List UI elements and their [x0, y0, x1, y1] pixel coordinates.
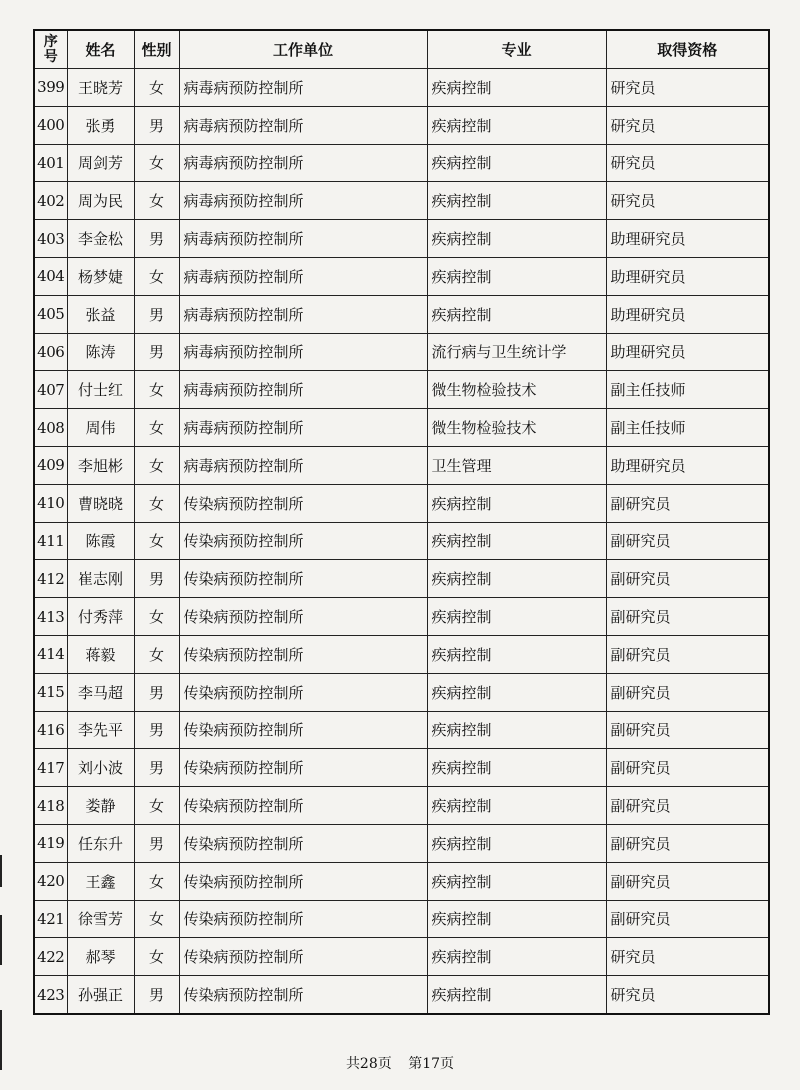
- row-unit: 传染病预防控制所: [179, 711, 427, 749]
- row-index: 403: [34, 220, 67, 258]
- row-major: 疾病控制: [427, 69, 606, 107]
- row-gender: 男: [134, 711, 179, 749]
- row-gender: 女: [134, 900, 179, 938]
- current-page: 第17页: [408, 1056, 455, 1072]
- row-name: 张勇: [67, 106, 134, 144]
- row-index: 414: [34, 635, 67, 673]
- row-unit: 病毒病预防控制所: [179, 220, 427, 258]
- row-index: 421: [34, 900, 67, 938]
- row-gender: 女: [134, 635, 179, 673]
- row-qualification: 助理研究员: [606, 257, 769, 295]
- row-major: 疾病控制: [427, 257, 606, 295]
- row-name: 杨梦婕: [67, 257, 134, 295]
- row-major: 疾病控制: [427, 862, 606, 900]
- header-index-line1: 序: [43, 33, 58, 50]
- scan-edge-mark: [0, 915, 2, 965]
- table-row: [34, 333, 769, 371]
- row-qualification: 助理研究员: [606, 220, 769, 258]
- row-major: 疾病控制: [427, 560, 606, 598]
- row-major: 疾病控制: [427, 106, 606, 144]
- row-index: 423: [34, 976, 67, 1014]
- row-name: 陈涛: [67, 333, 134, 371]
- row-unit: 病毒病预防控制所: [179, 182, 427, 220]
- row-unit: 病毒病预防控制所: [179, 69, 427, 107]
- row-index: 400: [34, 106, 67, 144]
- row-unit: 传染病预防控制所: [179, 938, 427, 976]
- row-qualification: 副研究员: [606, 824, 769, 862]
- row-gender: 女: [134, 144, 179, 182]
- row-unit: 病毒病预防控制所: [179, 106, 427, 144]
- row-major: 疾病控制: [427, 522, 606, 560]
- row-name: 付秀萍: [67, 598, 134, 636]
- row-qualification: 研究员: [606, 69, 769, 107]
- row-unit: 病毒病预防控制所: [179, 371, 427, 409]
- row-name: 李金松: [67, 220, 134, 258]
- row-unit: 病毒病预防控制所: [179, 144, 427, 182]
- row-qualification: 副研究员: [606, 635, 769, 673]
- header-index: [34, 30, 67, 69]
- row-qualification: 副研究员: [606, 900, 769, 938]
- row-unit: 传染病预防控制所: [179, 560, 427, 598]
- row-gender: 女: [134, 862, 179, 900]
- row-index: 417: [34, 749, 67, 787]
- row-gender: 男: [134, 673, 179, 711]
- row-major: 疾病控制: [427, 824, 606, 862]
- row-qualification: 研究员: [606, 182, 769, 220]
- row-name: 李马超: [67, 673, 134, 711]
- table-row: [34, 182, 769, 220]
- table-row: [34, 560, 769, 598]
- table-row: [34, 938, 769, 976]
- row-index: 419: [34, 824, 67, 862]
- row-major: 疾病控制: [427, 711, 606, 749]
- row-major: 疾病控制: [427, 673, 606, 711]
- row-major: 微生物检验技术: [427, 371, 606, 409]
- row-index: 412: [34, 560, 67, 598]
- row-name: 周为民: [67, 182, 134, 220]
- row-index: 401: [34, 144, 67, 182]
- row-name: 张益: [67, 295, 134, 333]
- row-gender: 男: [134, 976, 179, 1014]
- row-major: 疾病控制: [427, 144, 606, 182]
- row-qualification: 助理研究员: [606, 295, 769, 333]
- row-qualification: 研究员: [606, 144, 769, 182]
- row-gender: 女: [134, 409, 179, 447]
- row-gender: 女: [134, 257, 179, 295]
- table-row: [34, 673, 769, 711]
- table-row: [34, 371, 769, 409]
- row-name: 李先平: [67, 711, 134, 749]
- table-row: [34, 220, 769, 258]
- row-gender: 女: [134, 69, 179, 107]
- row-name: 王晓芳: [67, 69, 134, 107]
- row-index: 402: [34, 182, 67, 220]
- table-row: [34, 824, 769, 862]
- table-row: [34, 522, 769, 560]
- row-gender: 女: [134, 446, 179, 484]
- row-name: 任东升: [67, 824, 134, 862]
- row-unit: 传染病预防控制所: [179, 522, 427, 560]
- row-unit: 传染病预防控制所: [179, 749, 427, 787]
- row-index: 407: [34, 371, 67, 409]
- scan-edge-mark: [0, 855, 2, 887]
- row-index: 413: [34, 598, 67, 636]
- row-index: 406: [34, 333, 67, 371]
- row-unit: 传染病预防控制所: [179, 673, 427, 711]
- row-qualification: 副研究员: [606, 711, 769, 749]
- table-row: [34, 635, 769, 673]
- table-row: [34, 106, 769, 144]
- row-qualification: 副研究员: [606, 673, 769, 711]
- row-qualification: 助理研究员: [606, 333, 769, 371]
- row-gender: 女: [134, 182, 179, 220]
- row-major: 微生物检验技术: [427, 409, 606, 447]
- table-row: [34, 484, 769, 522]
- row-unit: 传染病预防控制所: [179, 824, 427, 862]
- row-unit: 病毒病预防控制所: [179, 333, 427, 371]
- row-index: 418: [34, 787, 67, 825]
- header-unit: 工作单位: [179, 30, 427, 69]
- row-unit: 传染病预防控制所: [179, 598, 427, 636]
- row-major: 疾病控制: [427, 787, 606, 825]
- row-index: 416: [34, 711, 67, 749]
- row-index: 415: [34, 673, 67, 711]
- row-unit: 传染病预防控制所: [179, 900, 427, 938]
- row-unit: 病毒病预防控制所: [179, 295, 427, 333]
- table-row: [34, 862, 769, 900]
- row-name: 周剑芳: [67, 144, 134, 182]
- row-index: 405: [34, 295, 67, 333]
- header-gender: 性别: [134, 30, 179, 69]
- row-qualification: 副研究员: [606, 749, 769, 787]
- row-major: 疾病控制: [427, 749, 606, 787]
- qualification-roster-table: [33, 29, 770, 1015]
- row-qualification: 研究员: [606, 106, 769, 144]
- table-row: [34, 976, 769, 1014]
- table-header-row: [34, 30, 769, 69]
- row-qualification: 研究员: [606, 938, 769, 976]
- table-row: [34, 711, 769, 749]
- row-major: 流行病与卫生统计学: [427, 333, 606, 371]
- row-name: 李旭彬: [67, 446, 134, 484]
- row-name: 徐雪芳: [67, 900, 134, 938]
- row-qualification: 副主任技师: [606, 409, 769, 447]
- row-gender: 女: [134, 598, 179, 636]
- row-unit: 传染病预防控制所: [179, 484, 427, 522]
- row-unit: 传染病预防控制所: [179, 976, 427, 1014]
- table-row: [34, 446, 769, 484]
- row-unit: 病毒病预防控制所: [179, 446, 427, 484]
- header-major: 专业: [427, 30, 606, 69]
- row-major: 疾病控制: [427, 598, 606, 636]
- row-name: 郝琴: [67, 938, 134, 976]
- total-pages: 共28页: [345, 1056, 392, 1072]
- row-qualification: 助理研究员: [606, 446, 769, 484]
- row-gender: 女: [134, 787, 179, 825]
- row-major: 疾病控制: [427, 182, 606, 220]
- row-name: 孙强正: [67, 976, 134, 1014]
- row-qualification: 研究员: [606, 976, 769, 1014]
- row-index: 404: [34, 257, 67, 295]
- row-major: 卫生管理: [427, 446, 606, 484]
- row-name: 崔志刚: [67, 560, 134, 598]
- page-footer: [0, 1053, 800, 1073]
- row-index: 409: [34, 446, 67, 484]
- row-index: 408: [34, 409, 67, 447]
- row-gender: 女: [134, 938, 179, 976]
- row-gender: 男: [134, 220, 179, 258]
- row-major: 疾病控制: [427, 635, 606, 673]
- table-body: [34, 69, 769, 1014]
- row-unit: 传染病预防控制所: [179, 787, 427, 825]
- table-row: [34, 598, 769, 636]
- row-index: 411: [34, 522, 67, 560]
- row-unit: 病毒病预防控制所: [179, 409, 427, 447]
- row-gender: 女: [134, 522, 179, 560]
- row-qualification: 副研究员: [606, 560, 769, 598]
- header-qualification: 取得资格: [606, 30, 769, 69]
- row-qualification: 副研究员: [606, 787, 769, 825]
- row-gender: 男: [134, 749, 179, 787]
- row-qualification: 副研究员: [606, 484, 769, 522]
- row-name: 蒋毅: [67, 635, 134, 673]
- table-row: [34, 900, 769, 938]
- row-name: 陈霞: [67, 522, 134, 560]
- row-gender: 男: [134, 106, 179, 144]
- row-index: 399: [34, 69, 67, 107]
- row-qualification: 副研究员: [606, 862, 769, 900]
- row-name: 王鑫: [67, 862, 134, 900]
- table-row: [34, 787, 769, 825]
- row-major: 疾病控制: [427, 295, 606, 333]
- row-index: 410: [34, 484, 67, 522]
- row-name: 娄静: [67, 787, 134, 825]
- row-major: 疾病控制: [427, 938, 606, 976]
- row-name: 周伟: [67, 409, 134, 447]
- row-gender: 男: [134, 333, 179, 371]
- row-major: 疾病控制: [427, 976, 606, 1014]
- row-gender: 男: [134, 824, 179, 862]
- table-row: [34, 69, 769, 107]
- row-index: 422: [34, 938, 67, 976]
- row-qualification: 副研究员: [606, 522, 769, 560]
- row-gender: 男: [134, 560, 179, 598]
- row-unit: 病毒病预防控制所: [179, 257, 427, 295]
- table-row: [34, 257, 769, 295]
- row-name: 曹晓晓: [67, 484, 134, 522]
- row-major: 疾病控制: [427, 484, 606, 522]
- row-unit: 传染病预防控制所: [179, 635, 427, 673]
- row-qualification: 副主任技师: [606, 371, 769, 409]
- row-unit: 传染病预防控制所: [179, 862, 427, 900]
- row-name: 刘小波: [67, 749, 134, 787]
- row-name: 付士红: [67, 371, 134, 409]
- table-row: [34, 295, 769, 333]
- row-gender: 男: [134, 295, 179, 333]
- header-index-line2: 号: [43, 48, 58, 65]
- row-major: 疾病控制: [427, 900, 606, 938]
- table-row: [34, 749, 769, 787]
- header-name: 姓名: [67, 30, 134, 69]
- row-index: 420: [34, 862, 67, 900]
- table-row: [34, 409, 769, 447]
- row-major: 疾病控制: [427, 220, 606, 258]
- row-gender: 女: [134, 371, 179, 409]
- row-gender: 女: [134, 484, 179, 522]
- row-qualification: 副研究员: [606, 598, 769, 636]
- table-row: [34, 144, 769, 182]
